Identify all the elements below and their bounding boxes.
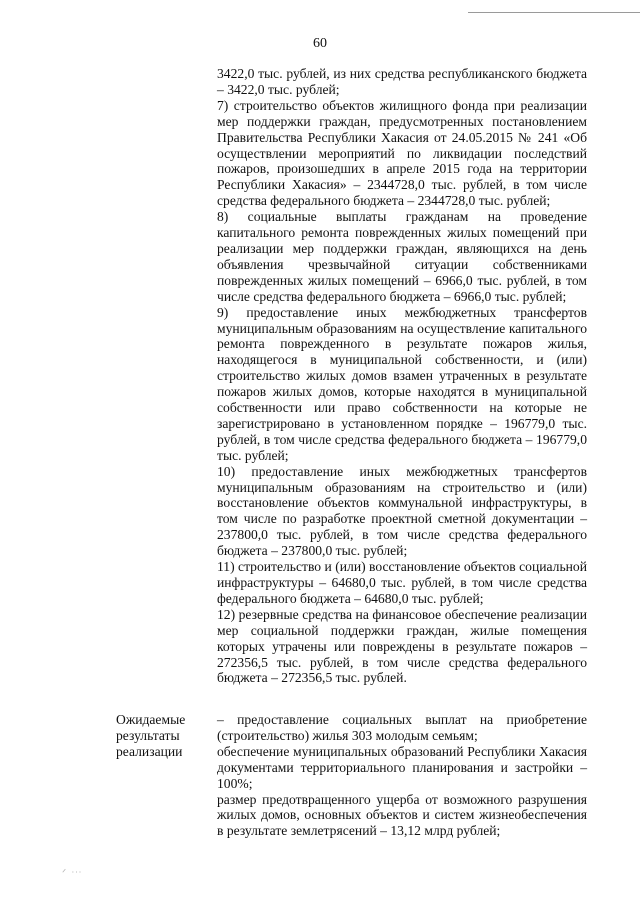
expected-results (217, 712, 587, 839)
result-item: размер предотвращенного ущерба от возможного разрушения жилых домов, основных объектов и систем жизнеобеспечения в результате землетрясений – 13,12 млрд рублей; (217, 791, 587, 839)
paragraph: 12) резервные средства на финансовое обеспечение реализации мер социальной поддержки граждан, жилые помещения которых утрачены или повреждены в результате пожаров – 272356,5 тыс. рублей, в том числе средства федерального бюджета – 272356,5 тыс. рублей. (217, 606, 587, 686)
paragraph: 7) строительство объектов жилищного фонда при реализации мер поддержки граждан, предусмотренных постановлением Правительства Республики Хакасия от 24.05.2015 № 241 «Об осуществлении мероприятий по ликвидации последствий пожаров, произошедших в апреле 2015 года на территории Республики Хакасия» – 2344728,0 тыс. рублей, в том числе средства федерального бюджета – 2344728,0 тыс. рублей; (217, 97, 587, 209)
result-item: – предоставление социальных выплат на приобретение (строительство) жилья 303 молодым семьям; (217, 712, 587, 743)
section-label: Ожидаемые результаты реализации (116, 712, 186, 759)
scan-mark: ᐟ ᐧᐧᐧ (62, 868, 83, 879)
paragraph: 10) предоставление иных межбюджетных трансфертов муниципальным образованиям на строительство и (или) восстановление объектов коммунальной инфраструктуры, в том числе по разработке проектной сметной документации – 237800,0 тыс. рублей, в том числе средства федерального бюджета – 237800,0 тыс. рублей; (217, 463, 587, 559)
page-number: 60 (313, 36, 327, 51)
top-rule (468, 12, 640, 13)
result-item: обеспечение муниципальных образований Республики Хакасия документами территориального планирования и застройки – 100%; (217, 743, 587, 791)
program-text (217, 66, 587, 686)
paragraph: 11) строительство и (или) восстановление объектов социальной инфраструктуры – 64680,0 тыс. рублей, в том числе средства федерального бюджета – 64680,0 тыс. рублей; (217, 559, 587, 606)
paragraph: 8) социальные выплаты гражданам на проведение капитального ремонта поврежденных жилых помещений при реализации мер поддержки граждан, являющихся на день объявления чрезвычайной ситуации собственниками поврежденных жилых помещений – 6966,0 тыс. рублей, в том числе средства федерального бюджета – 6966,0 тыс. рублей; (217, 209, 587, 304)
paragraph: 3422,0 тыс. рублей, из них средства республиканского бюджета – 3422,0 тыс. рублей; (217, 66, 587, 97)
paragraph: 9) предоставление иных межбюджетных трансфертов муниципальным образованиям на осуществление капитального ремонта поврежденного в результате пожаров жилья, находящегося в муниципальной собственности, и (или) строительство жилых домов взамен утраченных в результате пожаров жилых домов, которые находятся в муниципальной собственности или право собственности на которые не зарегистрировано в установленном порядке – 196779,0 тыс. рублей, в том числе средства федерального бюджета – 196779,0 тыс. рублей; (217, 304, 587, 463)
